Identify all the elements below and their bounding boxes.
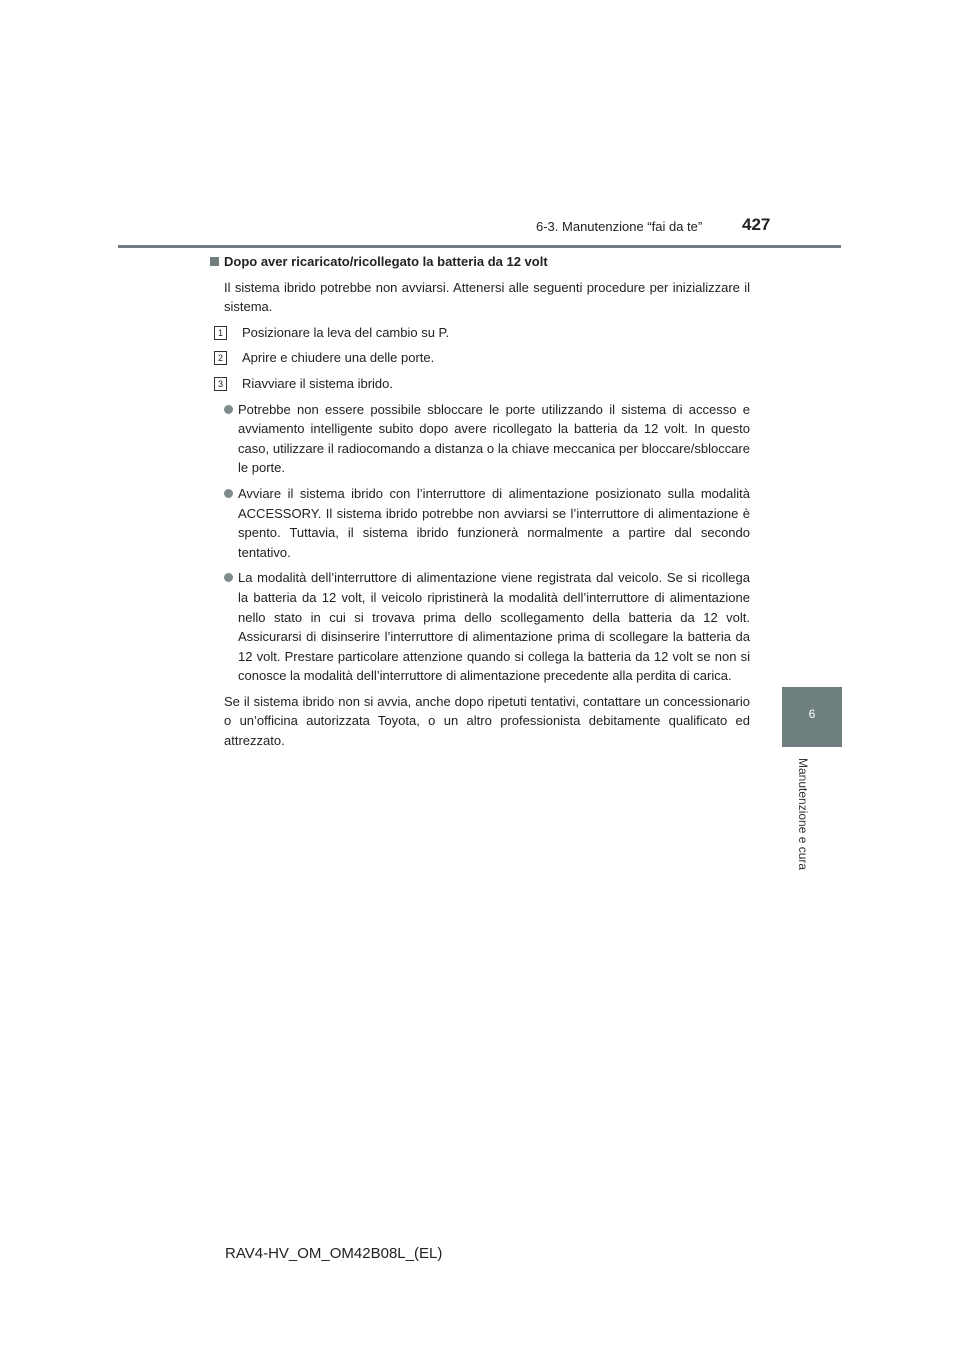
section-heading-text: Dopo aver ricaricato/ricollegato la batteria da 12 volt xyxy=(224,254,548,269)
page-number: 427 xyxy=(742,215,771,234)
note-bullet xyxy=(224,484,750,562)
section-heading xyxy=(210,252,750,272)
note-text: Potrebbe non essere possibile sbloccare le porte utilizzando il sistema di accesso e avviamento intelligente subito dopo avere ricollegato la batteria da 12 volt. In questo caso, utilizzare il radiocomando a distanza o la chiave meccanica per bloccare/sbloccare le porte. xyxy=(238,401,750,476)
step-text: Aprire e chiudere una delle porte. xyxy=(242,350,435,366)
closing-paragraph: Se il sistema ibrido non si avvia, anche dopo ripetuti tentativi, contattare un concessionario o un’officina autorizzata Toyota, o un altro professionista debitamente qualificato ed attrezzato. xyxy=(224,693,750,749)
step-item xyxy=(214,348,750,368)
step-number-badge: 3 xyxy=(214,377,227,391)
step-number-badge: 2 xyxy=(214,351,227,365)
chapter-tab xyxy=(782,687,842,747)
chapter-label: Manutenzione e cura xyxy=(796,758,810,871)
header-divider xyxy=(118,245,841,248)
page-content xyxy=(210,252,750,751)
note-text: Avviare il sistema ibrido con l’interruttore di alimentazione posizionato sulla modalità ACCESSORY. Il sistema ibrido potrebbe non avviarsi se l’interruttore di alimentazione è spento. Tuttavia, il sistema ibrido funzionerà normalmente a partire dal secondo tentativo. xyxy=(238,485,750,560)
circle-bullet-icon xyxy=(224,573,233,582)
document-code: RAV4-HV_OM_OM42B08L_(EL) xyxy=(225,1245,443,1262)
note-bullet xyxy=(224,568,750,686)
circle-bullet-icon xyxy=(224,489,233,498)
section-title: 6-3. Manutenzione “fai da te” xyxy=(536,219,703,234)
step-item xyxy=(214,374,750,394)
step-number-badge: 1 xyxy=(214,326,227,340)
square-bullet-icon xyxy=(210,257,219,266)
step-text: Riavviare il sistema ibrido. xyxy=(242,375,393,391)
step-item xyxy=(214,323,750,343)
note-text: La modalità dell’interruttore di alimentazione viene registrata dal veicolo. Se si ricollega la batteria da 12 volt, il veicolo ripristinerà la modalità dell’interruttore di alimentazione nello stato in cui si trovava prima dello scollegamento della batteria da 12 volt. Assicurarsi di disinserire l’interruttore di alimentazione prima di scollegare la batteria da 12 volt. Prestare particolare attenzione quando si collega la batteria da 12 volt se non si conosce la modalità dell’interruttore di alimentazione precedente alla perdita di carica. xyxy=(238,570,750,684)
step-text: Posizionare la leva del cambio su P. xyxy=(242,324,450,340)
chapter-number: 6 xyxy=(808,707,816,721)
note-bullet xyxy=(224,400,750,478)
intro-paragraph: Il sistema ibrido potrebbe non avviarsi. Attenersi alle seguenti procedure per inizializzare il sistema. xyxy=(224,279,750,315)
circle-bullet-icon xyxy=(224,405,233,414)
